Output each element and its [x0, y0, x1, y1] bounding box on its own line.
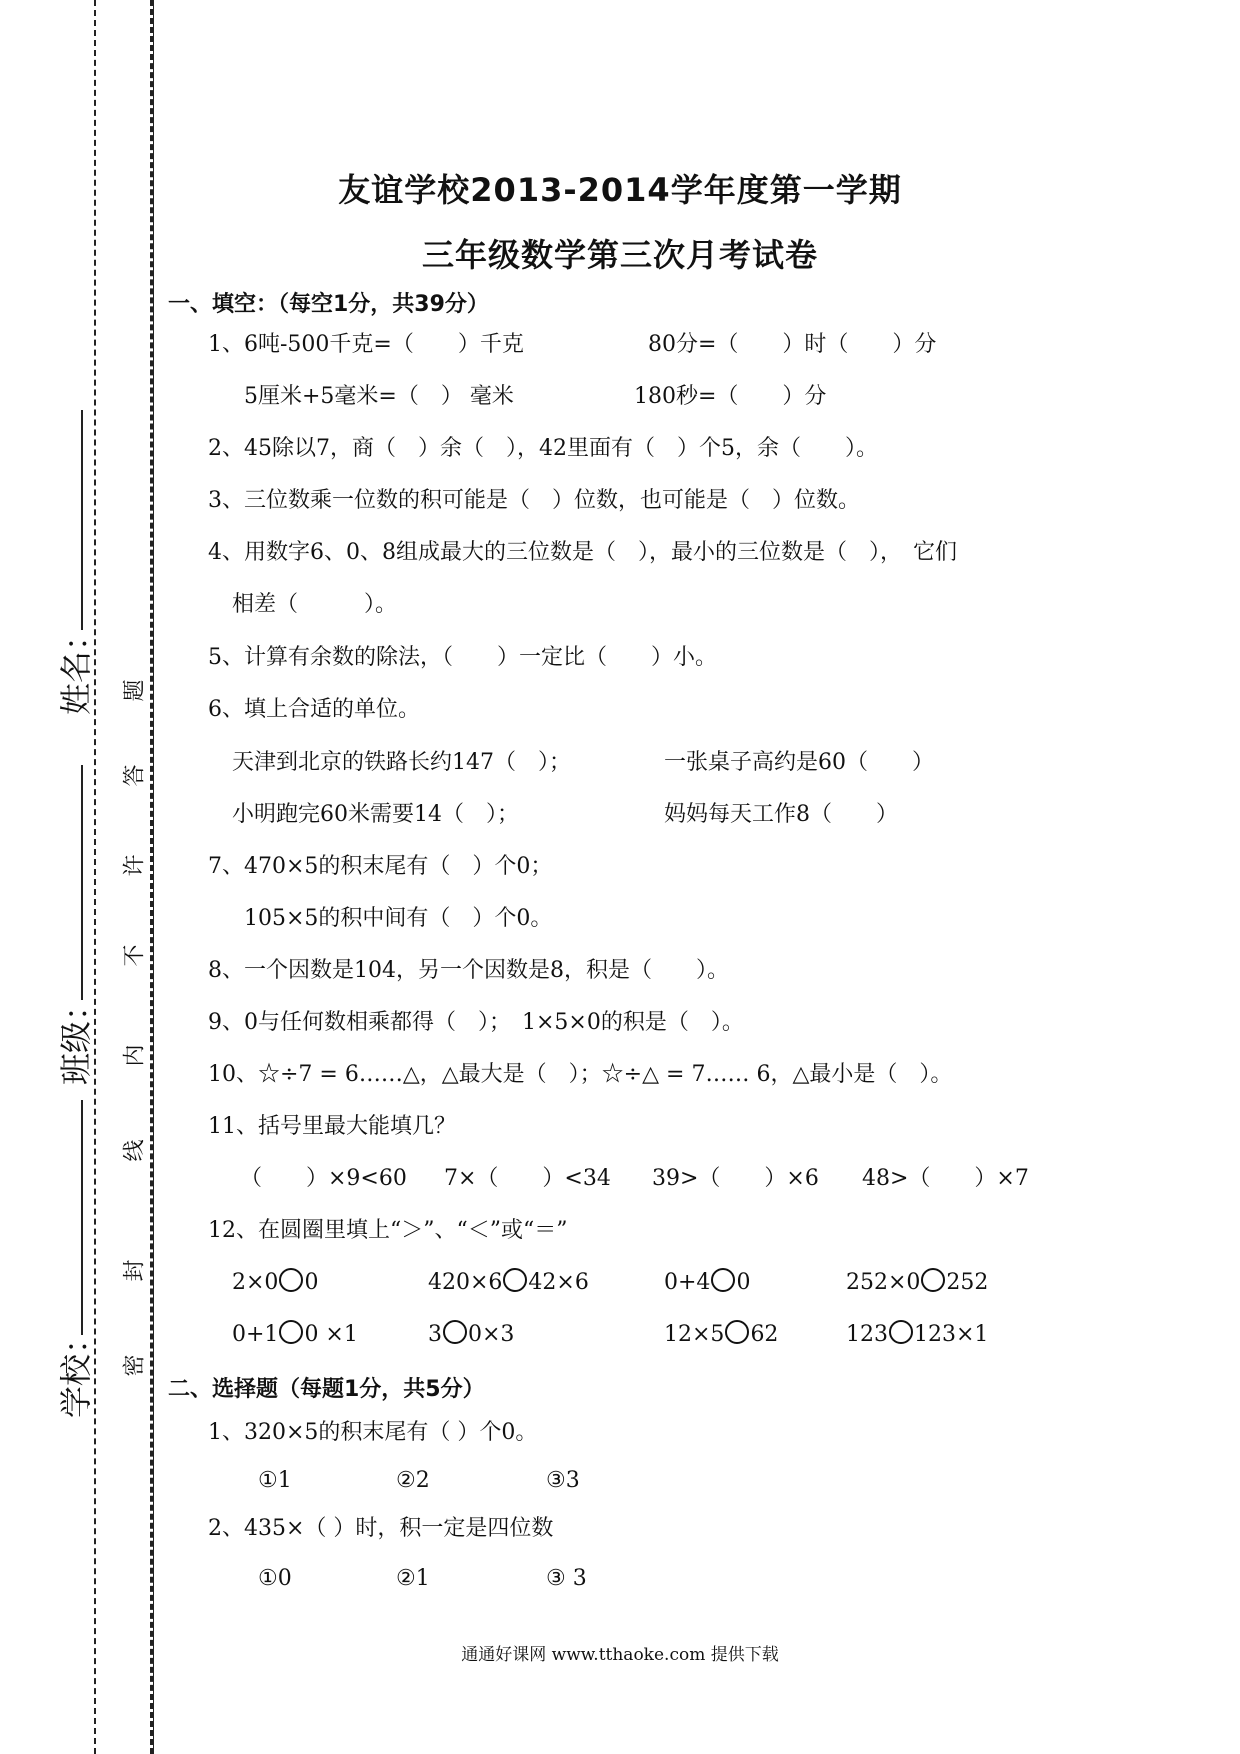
question-12: 12、在圆圈里填上“＞”、“＜”或“＝”: [208, 1218, 568, 1243]
compare-item: [232, 1268, 318, 1298]
question-1c: 5厘米+5毫米=（ ） 毫米: [244, 384, 514, 409]
compare-item: [846, 1268, 988, 1298]
question-6b: 一张桌子高约是60（ ）: [664, 750, 934, 775]
question-11c: 39>（ ）×6: [652, 1166, 819, 1191]
question-1d: 180秒=（ ）分: [634, 384, 827, 409]
compare-left: 2×0: [232, 1270, 279, 1295]
question-1b: 80分=（ ）时（ ）分: [648, 332, 937, 357]
seal-char: 线: [122, 1139, 148, 1162]
seal-char: 不: [122, 944, 148, 967]
answer-circle[interactable]: [725, 1320, 749, 1344]
choice-option[interactable]: ①0: [258, 1566, 292, 1591]
question-7b: 105×5的积中间有（ ）个0。: [244, 906, 553, 931]
question-1a: 1、6吨-500千克=（ ）千克: [208, 332, 524, 357]
choice-question-1: 1、320×5的积末尾有（ ）个0。: [208, 1420, 538, 1445]
question-5: 5、计算有余数的除法，（ ）一定比（ ）小。: [208, 645, 717, 670]
compare-right: 0: [736, 1270, 751, 1295]
question-9: 9、0与任何数相乘都得（ ）； 1×5×0的积是（ ）。: [208, 1010, 744, 1035]
question-11: 11、括号里最大能填几？: [208, 1114, 456, 1139]
exam-title: 友谊学校2013-2014学年度第一学期: [338, 171, 902, 209]
answer-circle[interactable]: [279, 1268, 303, 1292]
answer-circle[interactable]: [711, 1268, 735, 1292]
school-field-rule[interactable]: [81, 1100, 83, 1335]
choice-option[interactable]: ③ 3: [546, 1566, 587, 1591]
compare-item: [232, 1320, 358, 1350]
question-11d: 48>（ ）×7: [862, 1166, 1029, 1191]
compare-right: 252: [946, 1270, 989, 1295]
section-heading-fill-in: 一、填空：（每空1分，共39分）: [168, 292, 489, 317]
question-11a: （ ）×9<60: [240, 1166, 407, 1191]
choice-option[interactable]: ①1: [258, 1468, 292, 1493]
question-6d: 妈妈每天工作8（ ）: [664, 802, 898, 827]
compare-right: 0: [304, 1270, 319, 1295]
choice-option[interactable]: ③3: [546, 1468, 580, 1493]
question-10: 10、☆÷7 = 6……△，△最大是（ ）；☆÷△ = 7…… 6，△最小是（ ）。: [208, 1062, 953, 1087]
name-field-rule[interactable]: [81, 410, 83, 630]
compare-left: 252×0: [846, 1270, 921, 1295]
answer-circle[interactable]: [279, 1320, 303, 1344]
seal-char: 答: [122, 764, 148, 787]
compare-item: [664, 1320, 778, 1350]
question-8: 8、一个因数是104，另一个因数是8，积是（ ）。: [208, 958, 729, 983]
seal-char: 许: [122, 854, 148, 877]
answer-circle[interactable]: [443, 1320, 467, 1344]
compare-right: 42×6: [528, 1270, 589, 1295]
compare-item: [664, 1268, 750, 1298]
seal-char: 密: [122, 1354, 148, 1377]
question-6a: 天津到北京的铁路长约147（ ）；: [232, 750, 571, 775]
seal-char: 封: [122, 1259, 148, 1282]
compare-item: [846, 1320, 988, 1350]
compare-right: 123×1: [914, 1322, 989, 1347]
question-7a: 7、470×5的积末尾有（ ）个0；: [208, 854, 553, 879]
answer-circle[interactable]: [889, 1320, 913, 1344]
school-label: 学校：: [57, 1321, 95, 1418]
choice-question-2: 2、435×（ ）时，积一定是四位数: [208, 1516, 554, 1541]
compare-item: [428, 1268, 589, 1298]
compare-left: 123: [846, 1322, 888, 1347]
compare-right: 0 ×1: [304, 1322, 358, 1347]
exam-subtitle: 三年级数学第三次月考试卷: [421, 236, 818, 274]
question-3: 3、三位数乘一位数的积可能是（ ）位数，也可能是（ ）位数。: [208, 488, 860, 513]
seal-char: 内: [122, 1044, 148, 1067]
compare-left: 3: [428, 1322, 442, 1347]
name-label: 姓名：: [57, 618, 95, 715]
compare-left: 0+1: [232, 1322, 279, 1347]
class-field-rule[interactable]: [81, 765, 83, 1000]
choice-option[interactable]: ②2: [396, 1468, 430, 1493]
section-heading-multiple-choice: 二、选择题（每题1分，共5分）: [168, 1377, 485, 1402]
question-4b: 相差（ ）。: [232, 592, 398, 617]
question-6: 6、填上合适的单位。: [208, 697, 420, 722]
question-6c: 小明跑完60米需要14（ ）；: [232, 802, 519, 827]
question-2: 2、45除以7，商（ ）余（ ），42里面有（ ）个5，余（ ）。: [208, 436, 878, 461]
compare-left: 420×6: [428, 1270, 503, 1295]
compare-left: 12×5: [664, 1322, 725, 1347]
question-11b: 7×（ ）<34: [444, 1166, 611, 1191]
question-4a: 4、用数字6、0、8组成最大的三位数是（ ），最小的三位数是（ ）， 它们: [208, 540, 957, 565]
compare-right: 62: [750, 1322, 779, 1347]
footer-credit: 通通好课网 www.tthaoke.com 提供下载: [461, 1645, 779, 1665]
compare-item: [428, 1320, 514, 1350]
choice-option[interactable]: ②1: [396, 1566, 430, 1591]
seal-char: 题: [122, 679, 148, 702]
answer-circle[interactable]: [921, 1268, 945, 1292]
compare-left: 0+4: [664, 1270, 711, 1295]
answer-circle[interactable]: [503, 1268, 527, 1292]
class-label: 班级：: [57, 988, 95, 1085]
compare-right: 0×3: [468, 1322, 515, 1347]
